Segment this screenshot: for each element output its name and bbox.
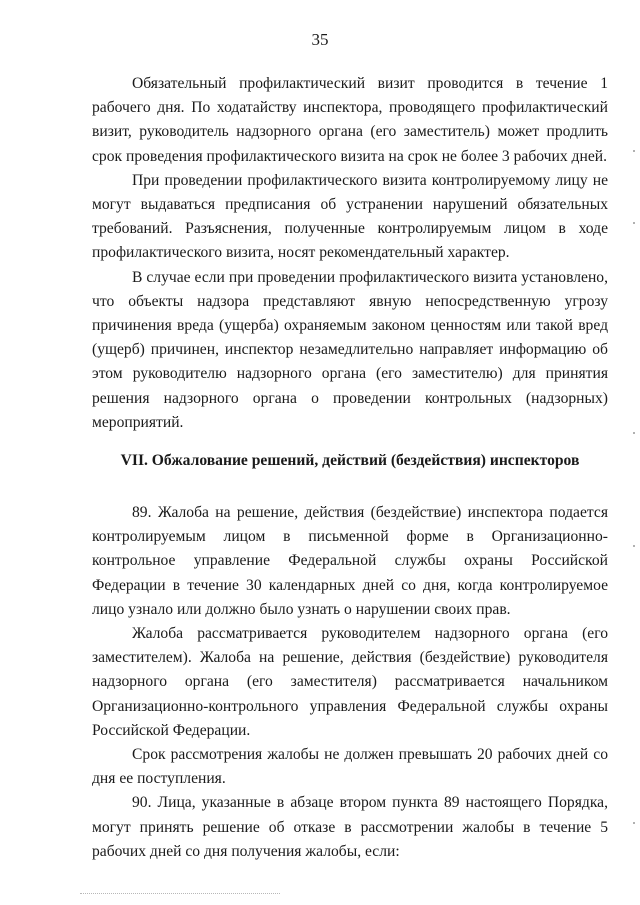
scan-speck <box>633 222 635 224</box>
scan-speck <box>633 150 635 152</box>
paragraph-visit-duration: Обязательный профилактический визит проводится в течение 1 рабочего дня. По ходатайству инспектора, проводящего профилактический визит, руководитель надзорного органа (его заместитель) может продлить срок проведения профилактического визита на срок не более 3 рабочих дней. <box>92 75 608 165</box>
scan-speck <box>633 822 635 824</box>
paragraph-review-term: Срок рассмотрения жалобы не должен превышать 20 рабочих дней со дня ее поступления. <box>92 746 608 788</box>
section-heading: VII. Обжалование решений, действий (бездействия) инспекторов <box>120 452 580 470</box>
scan-speck <box>633 432 635 434</box>
paragraph-90-refusal: 90. Лица, указанные в абзаце втором пункта 89 настоящего Порядка, могут принять решение об отказе в рассмотрении жалобы в течение 5 рабочих дней со дня получения жалобы, если: <box>92 794 608 860</box>
paragraph-no-orders: При проведении профилактического визита контролируемому лицу не могут выдаваться предписания об устранении нарушений обязательных требований. Разъяснения, полученные контролируемым лицом в ходе профилактического визита, носят рекомендательный характер. <box>92 171 608 262</box>
scan-speck <box>633 545 635 547</box>
page-number: 35 <box>311 30 329 49</box>
paragraph-89-complaint: 89. Жалоба на решение, действия (бездействие) инспектора подается контролируемым лицом в письменной форме в Организационно-контрольное управление Федеральной службы охраны Российской Федерации в течение 30 календарных дней со дня, когда контролируемое лицо узнало или должно было узнать о нарушении своих прав. <box>92 504 608 618</box>
paragraph-threat-report: В случае если при проведении профилактического визита установлено, что объекты надзора представляют явную непосредственную угрозу причинения вреда (ущерба) охраняемым законом ценностям или такой вред (ущерб) причинен, инспектор незамедлительно направляет информацию об этом руководителю надзорного органа (его заместителю) для принятия решения надзорного органа о проведении контрольных (надзорных) мероприятий. <box>92 268 608 431</box>
paragraph-complaint-review: Жалоба рассматривается руководителем надзорного органа (его заместителем). Жалоба на решение, действия (бездействие) руководителя надзорного органа (его заместителя) рассматривается начальником Организационно-контрольного управления Федеральной службы охраны Российской Федерации. <box>92 625 608 739</box>
scan-bottom-artifact <box>80 893 280 902</box>
document-body <box>92 72 608 864</box>
